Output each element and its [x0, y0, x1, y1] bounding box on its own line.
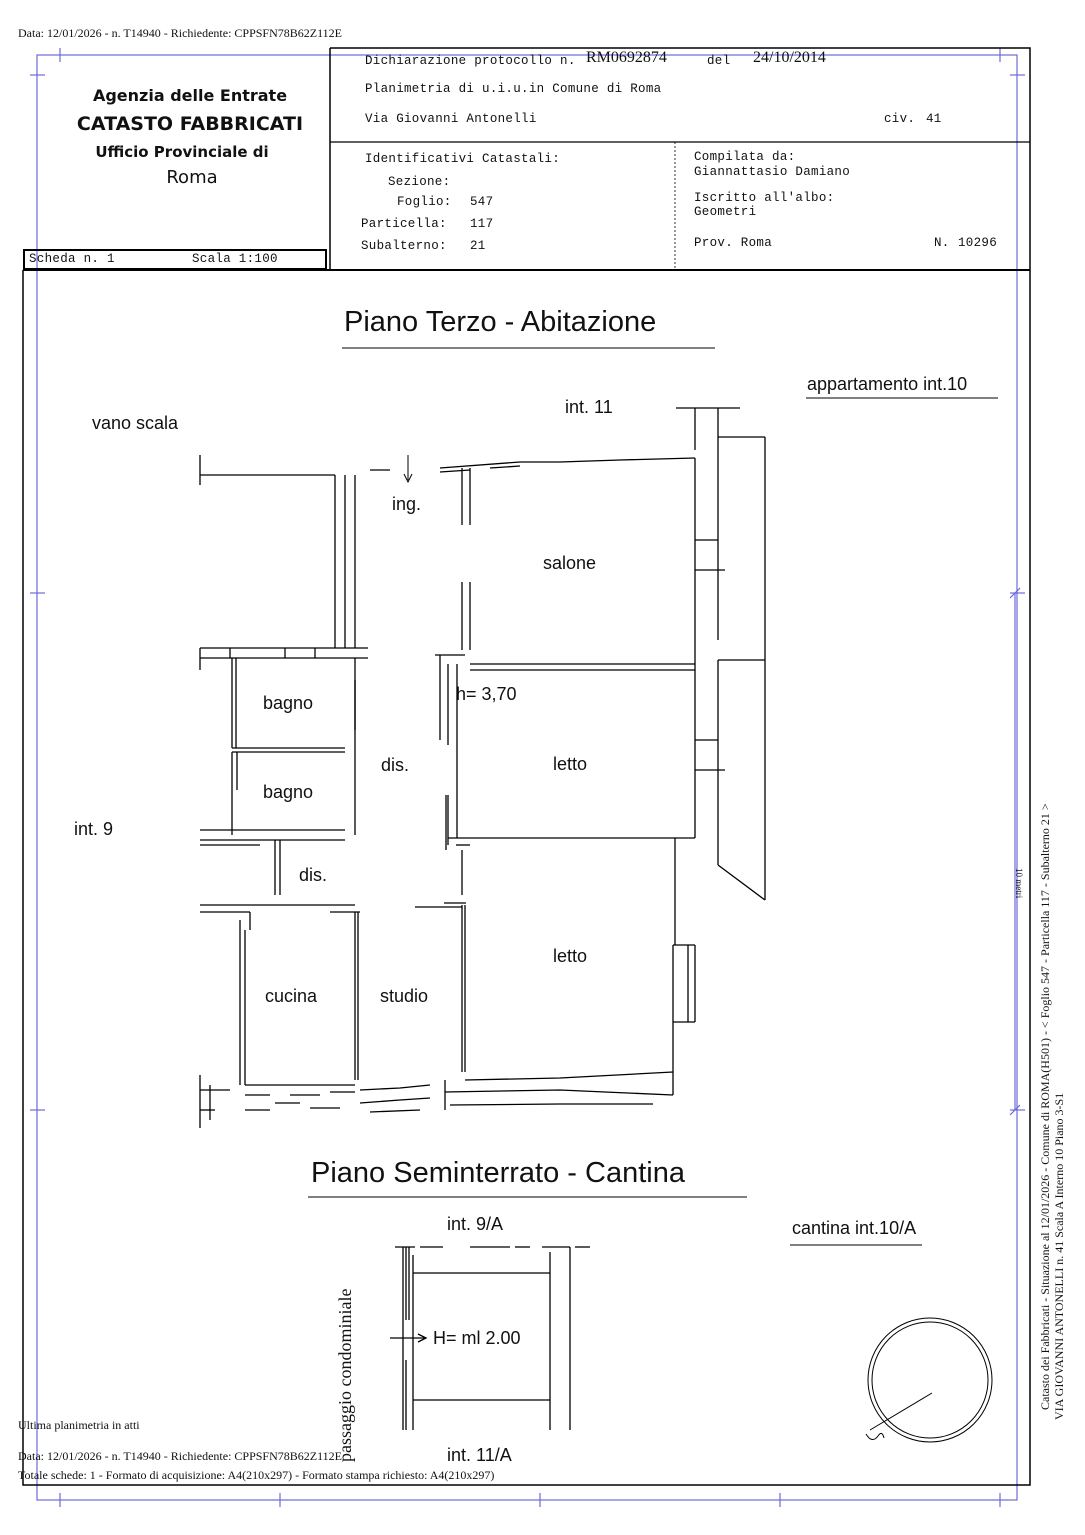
compilata-label: Compilata da:: [694, 150, 796, 164]
dichiarazione-label: Dichiarazione protocollo n.: [365, 54, 576, 68]
title-piano-seminterrato: Piano Seminterrato - Cantina: [311, 1157, 685, 1189]
side-situazione-line: Catasto dei Fabbricati - Situazione al 12/01/2026 - Comune di ROMA(H501) - < Foglio 547 - Particella 117 - Subalterno 21 >: [1038, 803, 1052, 1410]
room-salone: salone: [543, 553, 597, 573]
label-int9a: int. 9/A: [447, 1214, 504, 1234]
label-height: h= 3,70: [456, 684, 517, 704]
protocollo-date: 24/10/2014: [753, 49, 826, 66]
protocollo-number: RM0692874: [586, 49, 667, 66]
label-int11: int. 11: [565, 397, 613, 417]
room-cucina: cucina: [265, 986, 318, 1006]
civ-label: civ.: [884, 112, 916, 126]
label-int9: int. 9: [74, 819, 114, 839]
side-address-line: VIA GIOVANNI ANTONELLI n. 41 Scala A Interno 10 Piano 3-S1: [1052, 1092, 1066, 1420]
scala-label: Scala 1:100: [192, 252, 278, 266]
entrance-arrow: [404, 455, 412, 482]
room-ingresso: ing.: [392, 494, 422, 514]
room-disimpegno-1: dis.: [381, 755, 410, 775]
upper-plan-walls: [200, 408, 765, 1128]
albo-n-label: N.: [934, 236, 950, 250]
iscritto-label: Iscritto all'albo:: [694, 191, 835, 205]
planimetria-line: Planimetria di u.i.u.in Comune di Roma: [365, 82, 662, 96]
subalterno-value: 21: [470, 239, 486, 253]
title-piano-terzo: Piano Terzo - Abitazione: [344, 306, 657, 338]
albo-n-value: 10296: [958, 236, 998, 250]
label-int11a: int. 11/A: [447, 1445, 512, 1465]
subalterno-label: Subalterno:: [361, 239, 447, 253]
civ-number: 41: [926, 112, 942, 126]
org-ufficio: Ufficio Provinciale di: [95, 143, 269, 161]
footer-ultima: Ultima planimetria in atti: [18, 1418, 140, 1432]
top-request-line: Data: 12/01/2026 - n. T14940 - Richiedente: CPPSFN78B62Z112E: [18, 26, 342, 40]
prov-label: Prov. Roma: [694, 236, 773, 250]
identificativi-label: Identificativi Catastali:: [365, 152, 561, 166]
room-bagno-2: bagno: [263, 782, 314, 802]
footer-data-line: Data: 12/01/2026 - n. T14940 - Richiedente: CPPSFN78B62Z112E: [18, 1449, 342, 1463]
room-bagno-1: bagno: [263, 693, 314, 713]
iscritto-value: Geometri: [694, 205, 757, 219]
footer-totale-line: Totale schede: 1 - Formato di acquisizione: A4(210x297) - Formato stampa richiesto: A4(210x297): [18, 1468, 495, 1482]
foglio-value: 547: [470, 195, 494, 209]
label-height-cantina: H= ml 2.00: [433, 1328, 521, 1348]
label-passaggio-condominiale: passaggio condominiale: [335, 1288, 355, 1462]
particella-value: 117: [470, 217, 494, 231]
address: Via Giovanni Antonelli: [365, 112, 537, 126]
scheda-label: Scheda n. 1: [29, 252, 115, 266]
label-vano-scala: vano scala: [92, 413, 179, 433]
org-catasto: CATASTO FABBRICATI: [76, 113, 304, 135]
org-agenzia: Agenzia delle Entrate: [92, 86, 288, 105]
room-letto-1: letto: [553, 754, 588, 774]
particella-label: Particella:: [361, 217, 447, 231]
del-label: del: [707, 54, 731, 68]
scale-mark: 10 metri: [1014, 868, 1024, 899]
label-cantina: cantina int.10/A: [792, 1218, 917, 1238]
north-symbol: [866, 1318, 992, 1442]
compilata-name: Giannattasio Damiano: [694, 165, 851, 179]
room-letto-2: letto: [553, 946, 588, 966]
label-appartamento: appartamento int.10: [807, 374, 968, 394]
sezione-label: Sezione:: [388, 175, 451, 189]
room-studio: studio: [380, 986, 429, 1006]
org-roma: Roma: [166, 167, 218, 188]
foglio-label: Foglio:: [397, 195, 452, 209]
room-disimpegno-2: dis.: [299, 865, 328, 885]
